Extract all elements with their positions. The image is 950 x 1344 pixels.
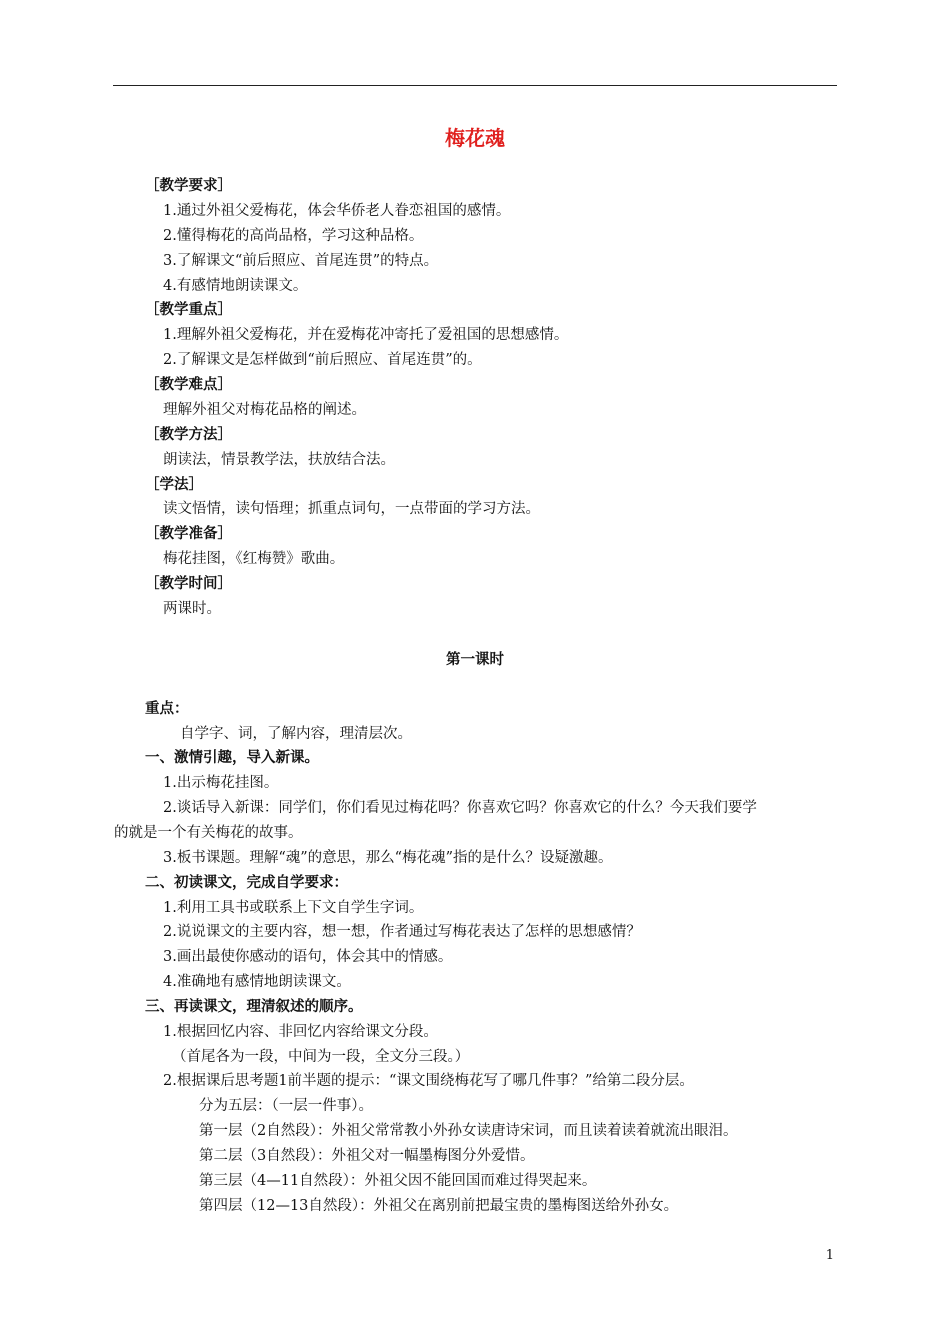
text-line: 1.通过外祖父爱梅花，体会华侨老人眷恋祖国的感情。 xyxy=(163,203,511,219)
page-number: 1 xyxy=(825,1248,834,1263)
section-heading-learning-methods: ［学法］ xyxy=(145,477,203,493)
focus-label: 重点： xyxy=(145,701,189,717)
text-line: 1.理解外祖父爱梅花，并在爱梅花冲寄托了爱祖国的思想感情。 xyxy=(163,327,569,343)
text-line: 2.懂得梅花的高尚品格，学习这种品格。 xyxy=(163,228,424,244)
text-line: 3.画出最使你感动的语句，体会其中的情感。 xyxy=(163,949,453,965)
text-line: 3.板书课题。理解“魂”的意思，那么“梅花魂”指的是什么？设疑激趣。 xyxy=(163,850,613,866)
text-line: 读文悟情，读句悟理；抓重点词句，一点带面的学习方法。 xyxy=(163,501,540,517)
text-line: 自学字、词，了解内容，理清层次。 xyxy=(180,726,412,742)
text-line: 4.准确地有感情地朗读课文。 xyxy=(163,974,351,990)
section-heading-time: ［教学时间］ xyxy=(145,576,232,592)
text-line: 分为五层：（一层一件事）。 xyxy=(199,1098,373,1114)
document-title: 梅花魂 xyxy=(445,126,505,150)
text-line: （首尾各为一段，中间为一段，全文分三段。） xyxy=(172,1049,470,1065)
text-line: 2.说说课文的主要内容，想一想，作者通过写梅花表达了怎样的思想感情？ xyxy=(163,924,641,940)
text-line: 第一层（2自然段）：外祖父常常教小外孙女读唐诗宋词，而且读着读着就流出眼泪。 xyxy=(199,1123,738,1139)
text-line: 2.了解课文是怎样做到“前后照应、首尾连贯”的。 xyxy=(163,352,482,368)
text-line: 1.利用工具书或联系上下文自学生字词。 xyxy=(163,900,424,916)
text-line: 第三层（4—11自然段）：外祖父因不能回国而难过得哭起来。 xyxy=(199,1173,597,1189)
text-line: 1.出示梅花挂图。 xyxy=(163,775,279,791)
text-line: 梅花挂图，《红梅赞》歌曲。 xyxy=(163,551,345,567)
text-line: 第二层（3自然段）：外祖父对一幅墨梅图分外爱惜。 xyxy=(199,1148,535,1164)
step-heading-2: 二、初读课文，完成自学要求： xyxy=(145,875,348,891)
text-line: 第四层（12—13自然段）：外祖父在离别前把最宝贵的墨梅图送给外孙女。 xyxy=(199,1198,679,1214)
section-heading-methods: ［教学方法］ xyxy=(145,427,232,443)
text-line: 3.了解课文“前后照应、首尾连贯”的特点。 xyxy=(163,253,439,269)
section-heading-preparation: ［教学准备］ xyxy=(145,526,232,542)
text-line: 2.根据课后思考题1前半题的提示：“课文围绕梅花写了哪几件事？”给第二段分层。 xyxy=(163,1073,694,1089)
section-heading-requirements: ［教学要求］ xyxy=(145,178,232,194)
text-line: 理解外祖父对梅花品格的阐述。 xyxy=(163,402,366,418)
step-heading-3: 三、再读课文，理清叙述的顺序。 xyxy=(145,999,363,1015)
text-line: 1.根据回忆内容、非回忆内容给课文分段。 xyxy=(163,1024,438,1040)
text-line: 2.谈话导入新课：同学们，你们看见过梅花吗？你喜欢它吗？你喜欢它的什么？今天我们要学 xyxy=(163,800,757,816)
text-line: 4.有感情地朗读课文。 xyxy=(163,278,308,294)
section-heading-key-points: ［教学重点］ xyxy=(145,302,232,318)
text-line: 朗读法，情景教学法，扶放结合法。 xyxy=(163,452,395,468)
text-line: 的就是一个有关梅花的故事。 xyxy=(114,825,303,841)
section-heading-difficulties: ［教学难点］ xyxy=(145,377,232,393)
text-line: 两课时。 xyxy=(163,601,221,617)
header-rule xyxy=(113,85,837,86)
lesson-heading: 第一课时 xyxy=(446,652,504,668)
step-heading-1: 一、激情引趣，导入新课。 xyxy=(145,750,319,766)
